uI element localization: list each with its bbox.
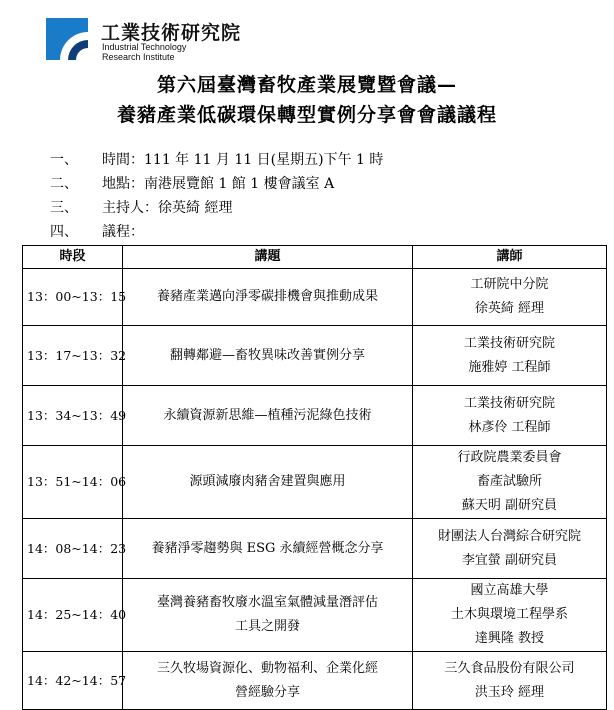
info-time [50,149,383,169]
table-row [23,579,607,652]
topic-line: 養豬產業邁向淨零碳排機會與推動成果 [156,289,378,304]
row-time: 14：42~14：57 [23,652,123,710]
info-text: 主持人：徐英綺 經理 [102,200,233,216]
table-row [23,446,607,519]
row-time: 13：34~13：49 [23,386,123,446]
info-text: 地點：南港展覽館 1 館 1 樓會議室 A [102,176,335,192]
speaker-line: 工研院中分院 [470,277,549,292]
page-title-line2: 養豬產業低碳環保轉型實例分享會會議議程 [116,104,497,126]
row-speaker [413,652,607,710]
table-header-row [23,246,607,269]
table-row [23,386,607,446]
topic-line: 工具之開發 [234,619,300,634]
speaker-line: 財團法人台灣綜合研究院 [437,528,581,544]
header-topic: 講題 [123,246,413,269]
row-speaker [413,579,607,652]
row-speaker [413,326,607,386]
speaker-line: 工業技術研究院 [463,335,555,351]
row-topic [123,652,413,710]
topic-line: 臺灣養豬畜牧廢水溫室氣體減量潛評估 [156,595,378,610]
table-row [23,652,607,710]
header-speaker: 講師 [413,246,607,269]
speaker-line: 蘇天明 副研究員 [461,498,558,513]
row-topic [123,386,413,446]
page-title-line1: 第六屆臺灣畜牧產業展覽暨會議— [156,74,457,96]
info-text: 議程： [102,224,144,240]
topic-line: 營經驗分享 [234,684,300,700]
info-number: 一、 [50,152,78,168]
topic-line: 翻轉鄰避—畜牧異味改善實例分享 [169,347,365,363]
logo-name-en-line2: Research Institute [102,52,175,62]
speaker-line: 土木與環境工程學系 [450,607,568,622]
row-topic [123,519,413,579]
row-speaker [413,386,607,446]
table-row [23,269,607,326]
row-speaker [413,269,607,326]
speaker-line: 畜產試驗所 [476,474,542,489]
topic-line: 養豬淨零趨勢與 ESG 永續經營概念分享 [151,540,384,556]
speaker-line: 李宜螢 副研究員 [461,552,558,568]
speaker-line: 達興隆 教授 [474,631,545,646]
row-topic [123,579,413,652]
topic-line: 源頭減廢肉豬舍建置與應用 [189,474,346,489]
speaker-line: 施雅婷 工程師 [468,359,551,375]
speaker-line: 徐英綺 經理 [474,301,545,316]
row-time: 13：17~13：32 [23,326,123,386]
info-location [50,173,334,193]
info-number: 二、 [50,176,78,192]
info-text: 時間：111 年 11 月 11 日(星期五)下午 1 時 [102,152,384,168]
itri-logo-icon [46,18,88,60]
logo-name-en-line1: Industrial Technology [102,42,187,52]
row-topic [123,269,413,326]
speaker-line: 三久食品股份有限公司 [444,660,575,676]
header-time: 時段 [23,246,123,269]
table-row [23,326,607,386]
topic-line: 永續資源新思維—植種污泥綠色技術 [163,407,372,423]
speaker-line: 國立高雄大學 [470,583,549,598]
row-time: 14：25~14：40 [23,579,123,652]
row-time: 13：51~14：06 [23,446,123,519]
info-host [50,197,232,217]
logo-name-zh: 工業技術研究院 [101,22,242,44]
topic-line: 三久牧場資源化、動物福利、企業化經 [156,660,378,676]
info-agenda [50,221,144,241]
agenda-table [22,245,607,710]
row-topic [123,446,413,519]
info-number: 三、 [50,200,78,216]
row-speaker [413,519,607,579]
itri-logo [46,18,242,62]
table-row [23,519,607,579]
row-time: 14：08~14：23 [23,519,123,579]
row-topic [123,326,413,386]
speaker-line: 工業技術研究院 [463,395,555,411]
row-time: 13：00~13：15 [23,269,123,326]
speaker-line: 洪玉玲 經理 [474,684,545,700]
speaker-line: 林彥伶 工程師 [468,419,551,435]
row-speaker [413,446,607,519]
speaker-line: 行政院農業委員會 [457,450,562,465]
info-number: 四、 [50,224,78,240]
